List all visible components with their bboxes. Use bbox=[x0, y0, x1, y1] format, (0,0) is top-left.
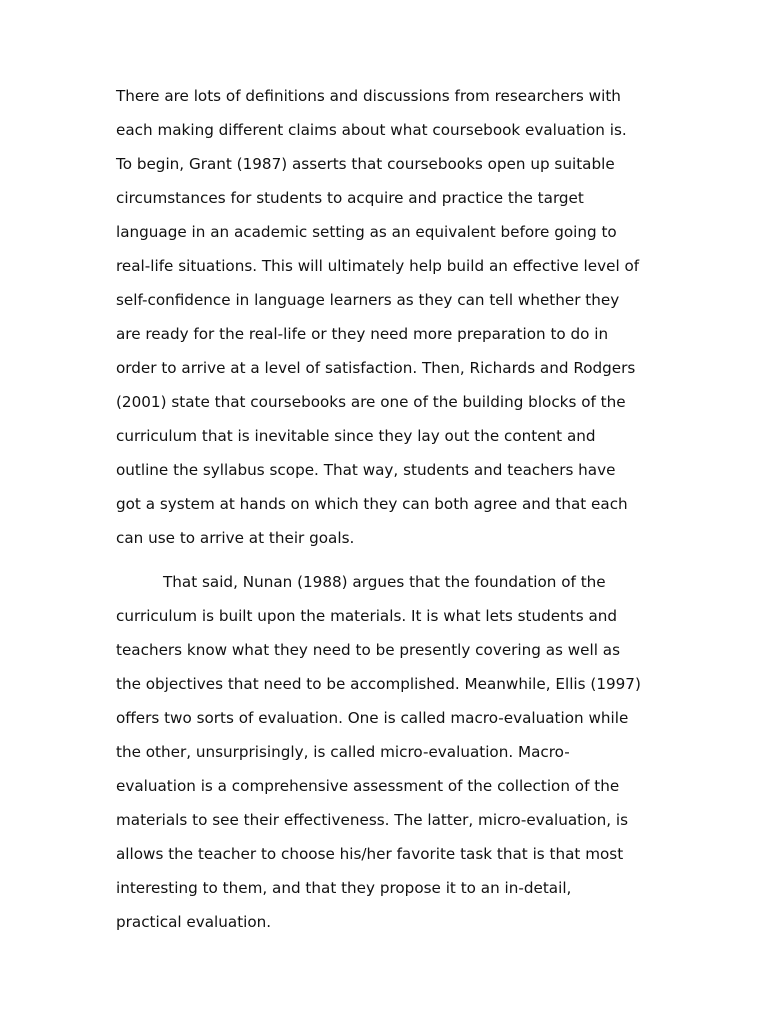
text-line: self-confidence in language learners as they can tell whether they bbox=[116, 291, 620, 309]
paragraph-2 bbox=[116, 570, 656, 944]
text-line: (2001) state that coursebooks are one of the building blocks of the bbox=[116, 393, 626, 411]
text-line: outline the syllabus scope. That way, students and teachers have bbox=[116, 461, 616, 479]
text-line: curriculum is built upon the materials. It is what lets students and bbox=[116, 607, 618, 625]
paragraph-1 bbox=[116, 84, 656, 560]
text-line: order to arrive at a level of satisfaction. Then, Richards and Rodgers bbox=[116, 359, 636, 377]
text-line: can use to arrive at their goals. bbox=[116, 529, 355, 547]
text-line: the objectives that need to be accomplished. Meanwhile, Ellis (1997) bbox=[116, 675, 641, 693]
text-line: practical evaluation. bbox=[116, 913, 272, 931]
text-line: are ready for the real-life or they need more preparation to do in bbox=[116, 325, 609, 343]
text-line: got a system at hands on which they can both agree and that each bbox=[116, 495, 628, 513]
text-line: There are lots of definitions and discussions from researchers with bbox=[116, 87, 621, 105]
text-line: the other, unsurprisingly, is called micro-evaluation. Macro- bbox=[116, 743, 570, 761]
text-line: interesting to them, and that they propose it to an in-detail, bbox=[116, 879, 572, 897]
text-line: circumstances for students to acquire and practice the target bbox=[116, 189, 584, 207]
body-text bbox=[116, 84, 656, 944]
text-line: real-life situations. This will ultimately help build an effective level of bbox=[116, 257, 640, 275]
text-line: materials to see their effectiveness. The latter, micro-evaluation, is bbox=[116, 811, 629, 829]
text-line-indented: That said, Nunan (1988) argues that the foundation of the bbox=[163, 573, 606, 591]
text-line: allows the teacher to choose his/her favorite task that is that most bbox=[116, 845, 624, 863]
text-line: each making different claims about what coursebook evaluation is. bbox=[116, 121, 627, 139]
text-line: To begin, Grant (1987) asserts that coursebooks open up suitable bbox=[116, 155, 615, 173]
text-line: teachers know what they need to be presently covering as well as bbox=[116, 641, 621, 659]
text-line: offers two sorts of evaluation. One is called macro-evaluation while bbox=[116, 709, 629, 727]
text-line: language in an academic setting as an equivalent before going to bbox=[116, 223, 617, 241]
paragraph-spacer bbox=[116, 560, 656, 570]
text-line: evaluation is a comprehensive assessment of the collection of the bbox=[116, 777, 620, 795]
text-line: curriculum that is inevitable since they lay out the content and bbox=[116, 427, 596, 445]
